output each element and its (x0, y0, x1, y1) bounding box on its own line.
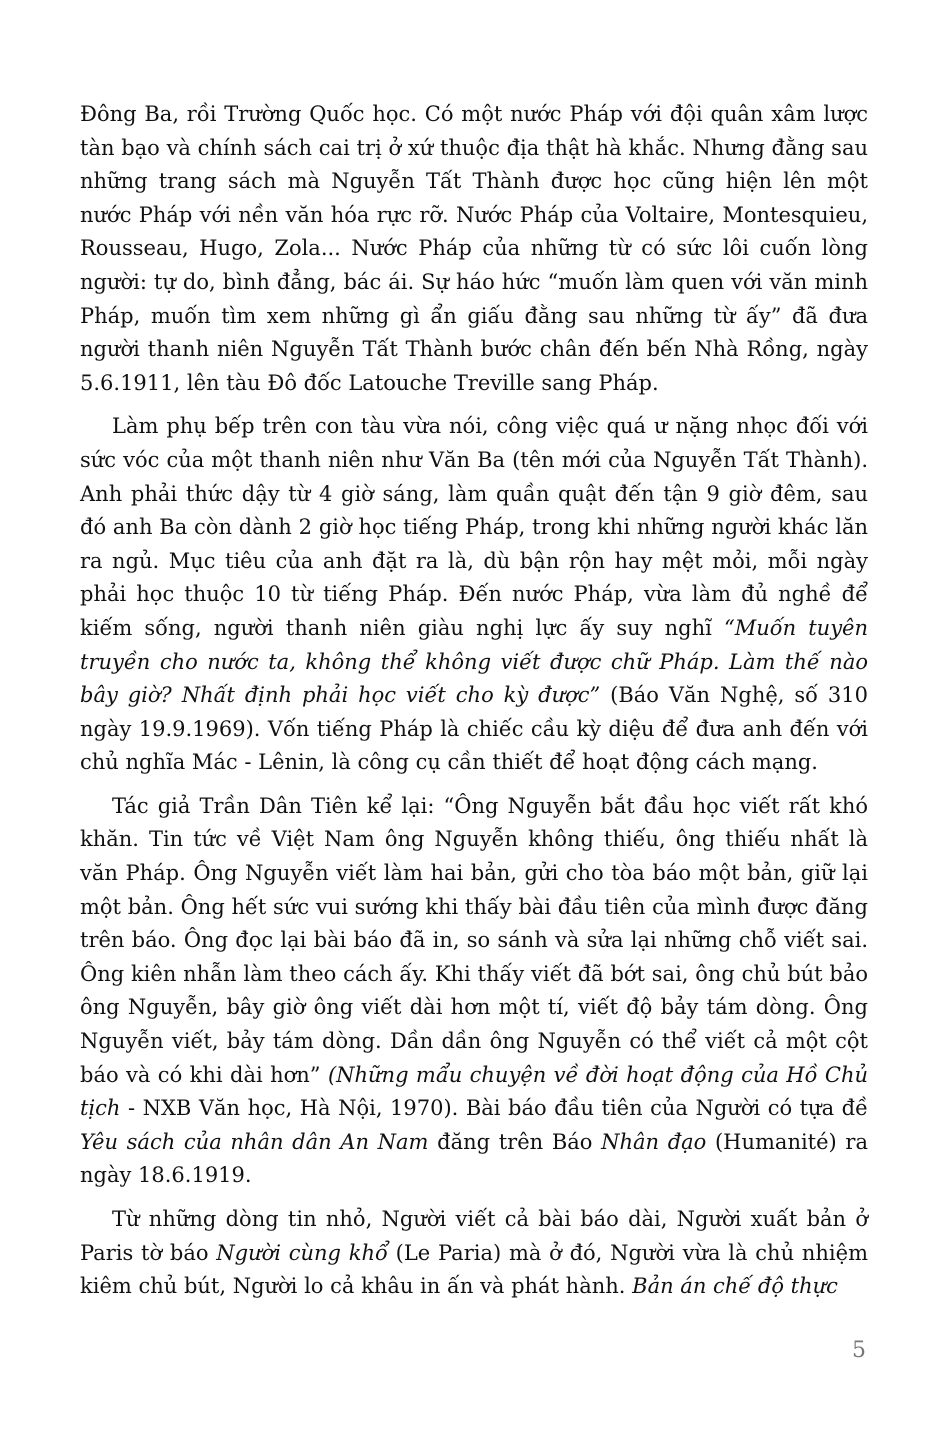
italic-article-title: Yêu sách của nhân dân An Nam (80, 1129, 429, 1154)
body-text (80, 98, 868, 1314)
paragraph-2: Làm phụ bếp trên con tàu vừa nói, công việc quá ư nặng nhọc đối với sức vóc của một thanh niên như Văn Ba (tên mới của Nguyễn Tất Thành). Anh phải thức dậy từ 4 giờ sáng, làm quần quật đến tận 9 giờ đêm, sau đó anh Ba còn dành 2 giờ học tiếng Pháp, trong khi những người khác lăn ra ngủ. Mục tiêu của anh đặt ra là, dù bận rộn hay mệt mỏi, mỗi ngày phải học thuộc 10 từ tiếng Pháp. Đến nước Pháp, vừa làm đủ nghề để kiếm sống, người thanh niên giàu nghị lực ấy suy nghĩ “Muốn tuyên truyền cho nước ta, không thể không viết được chữ Pháp. Làm thế nào bây giờ? Nhất định phải học viết cho kỳ được” (Báo Văn Nghệ, số 310 ngày 19.9.1969). Vốn tiếng Pháp là chiếc cầu kỳ diệu để đưa anh đến với chủ nghĩa Mác - Lênin, là công cụ cần thiết để hoạt động cách mạng. (80, 414, 869, 775)
italic-quote: “Muốn tuyên truyền cho nước ta, không thể không viết được chữ Pháp. Làm thế nào bây giờ? Nhất định phải học viết cho kỳ được” (80, 615, 869, 708)
paragraph-3: Tác giả Trần Dân Tiên kể lại: “Ông Nguyễn bắt đầu học viết rất khó khăn. Tin tức về Việt Nam ông Nguyễn không thiếu, ông thiếu nhất là văn Pháp. Ông Nguyễn viết làm hai bản, gửi cho tòa báo một bản, giữ lại một bản. Ông hết sức vui sướng khi thấy bài đầu tiên của mình được đăng trên báo. Ông đọc lại bài báo đã in, so sánh và sửa lại những chỗ viết sai. Ông kiên nhẫn làm theo cách ấy. Khi thấy viết đã bớt sai, ông chủ bút bảo ông Nguyễn, bây giờ ông viết dài hơn một tí, viết độ bảy tám dòng. Ông Nguyễn viết, bảy tám dòng. Dần dần ông Nguyễn có thể viết cả một cột báo và có khi dài hơn” (Những mẩu chuyện về đời hoạt động của Hồ Chủ tịch - NXB Văn học, Hà Nội, 1970). Bài báo đầu tiên của Người có tựa đề Yêu sách của nhân dân An Nam đăng trên Báo Nhân đạo (Humanité) ra ngày 18.6.1919. (80, 793, 868, 1188)
italic-book-title: Bản án chế độ thực (632, 1274, 838, 1299)
paragraph-1: Đông Ba, rồi Trường Quốc học. Có một nước Pháp với đội quân xâm lược tàn bạo và chính sách cai trị ở xứ thuộc địa thật hà khắc. Nhưng đằng sau những trang sách mà Nguyễn Tất Thành được học cũng hiện lên một nước Pháp với nền văn hóa rực rỡ. Nước Pháp của Voltaire, Montesquieu, Rousseau, Hugo, Zola... Nước Pháp của những từ có sức lôi cuốn lòng người: tự do, bình đẳng, bác ái. Sự háo hức “muốn làm quen với văn minh Pháp, muốn tìm xem những gì ẩn giấu đằng sau những từ ấy” đã đưa người thanh niên Nguyễn Tất Thành bước chân đến bến Nhà Rồng, ngày 5.6.1911, lên tàu Đô đốc Latouche Treville sang Pháp. (80, 102, 868, 395)
italic-newspaper-name: Người cùng khổ (216, 1240, 388, 1265)
paragraph-4: Từ những dòng tin nhỏ, Người viết cả bài báo dài, Người xuất bản ở Paris tờ báo Người cùng khổ (Le Paria) mà ở đó, Người vừa là chủ nhiệm kiêm chủ bút, Người lo cả khâu in ấn và phát hành. Bản án chế độ thực (80, 1207, 868, 1299)
italic-book-title: (Những mẩu chuyện về đời hoạt động của Hồ Chủ tịch (80, 1062, 868, 1121)
page-number: 5 (852, 1338, 866, 1363)
italic-newspaper-name: Nhân đạo (601, 1129, 707, 1154)
